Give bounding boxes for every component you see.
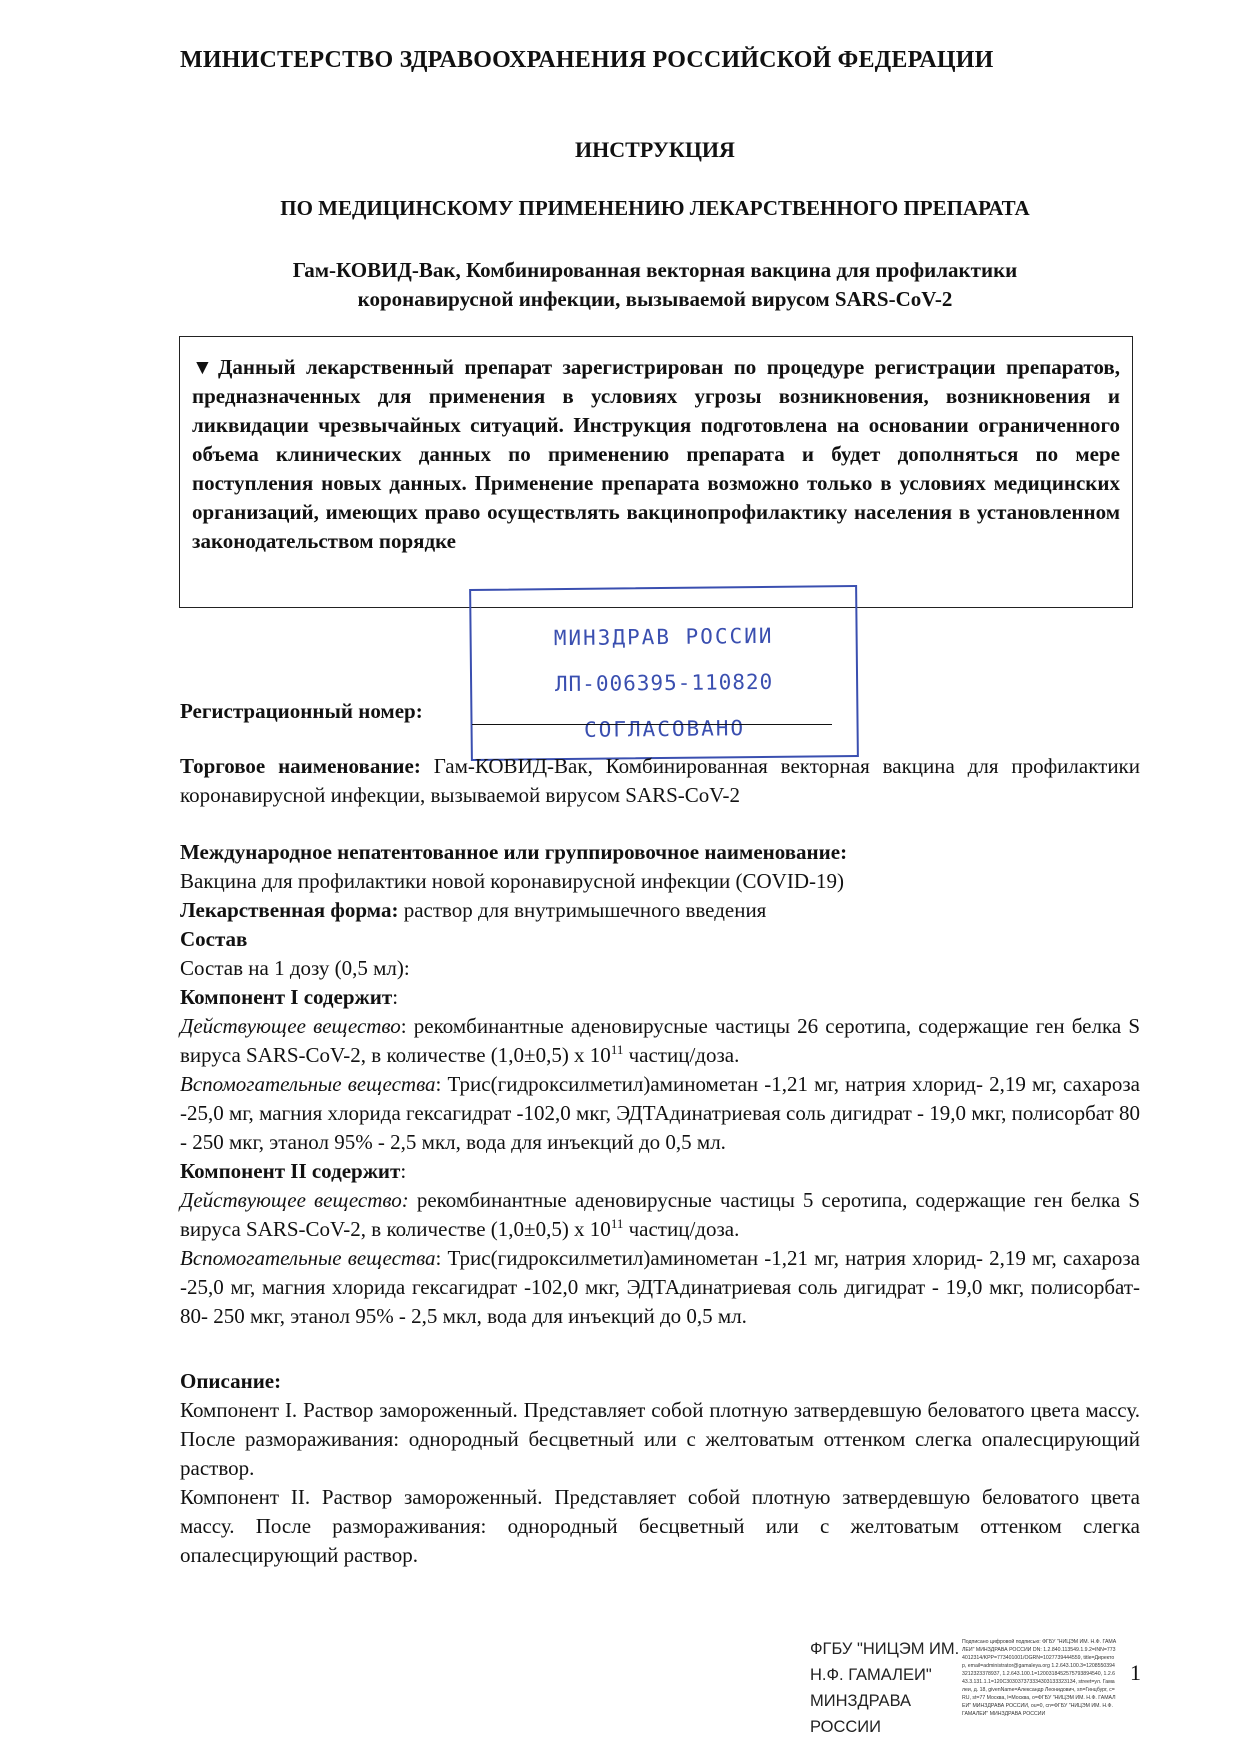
trade-name-label: Торговое наименование: xyxy=(180,754,421,778)
document-subtitle: ПО МЕДИЦИНСКОМУ ПРИМЕНЕНИЮ ЛЕКАРСТВЕННОГО ПРЕПАРАТА xyxy=(280,196,1030,220)
active-substance-label: Действующее вещество: xyxy=(180,1188,409,1212)
component-2-excipients: Вспомогательные вещества: Трис(гидроксилметил)аминометан -1,21 мг, натрия хлорид- 2,19 мг, сахароза -25,0 мг, магния хлорида гексагидрат -102,0 мкг, ЭДТАдинатриевая соль дигидрат - 19,0 мкг, полисорбат- 80- 250 мкг, этанол 95% - 2,5 мкл, вода для инъекций до 0,5 мл. xyxy=(180,1246,1140,1328)
registration-number-line xyxy=(472,724,832,725)
notice-text: Данный лекарственный препарат зарегистрирован по процедуре регистрации препаратов, предназначенных для применения в условиях угрозы возникновения, возникновения и ликвидации чрезвычайных ситуаций. Инструкция подготовлена на основании ограниченного объема клинических данных по применению препарата и будет дополняться по мере поступления новых данных. Применение препарата возможно только в условиях медицинских организаций, имеющих право осуществлять вакцинопрофилактику населения в установленном законодательством порядке xyxy=(192,355,1120,553)
inn-label: Международное непатентованное или группировочное наименование: xyxy=(180,840,848,864)
digital-signature-details: Подписано цифровой подписью: ФГБУ "НИЦЭМ ИМ. Н.Ф. ГАМАЛЕИ" МИНЗДРАВА РОССИИ DN: 1.2.840.113549.1.9.2=INN=7734012314/KPP=773401001/OGRN=1027739444559, title=Директор, email=administrator@gamaleya.org 1.2.643.100.3=12085503943212323378937, 1.2.643.100.1=1200318452575793894540, 1.2.643.3.131.1.1=120C303037373334303133323134, street=ул. Гамалеи, д. 18, givenName=Александр Леонидович, sn=Гинцбург, c=RU, st=77 Москва, l=Москва, o=ФГБУ "НИЦЭМ ИМ. Н.Ф. ГАМАЛЕИ" МИНЗДРАВА РОССИИ, ou=0, cn=ФГБУ "НИЦЭМ ИМ. Н.Ф. ГАМАЛЕИ" МИНЗДРАВА РОССИИ xyxy=(962,1639,1117,1717)
dosage-form xyxy=(180,896,1140,925)
product-title-line2: коронавирусной инфекции, вызываемой вирусом SARS-CoV-2 xyxy=(357,287,953,311)
component-1-heading: Компонент I содержит: xyxy=(180,985,399,1009)
excipients-label: Вспомогательные вещества xyxy=(180,1246,436,1270)
component-1-excipients: Вспомогательные вещества: Трис(гидроксилметил)аминометан -1,21 мг, натрия хлорид- 2,19 мг, сахароза -25,0 мг, магния хлорида гексагидрат -102,0 мкг, ЭДТАдинатриевая соль дигидрат - 19,0 мкг, полисорбат 80 - 250 мкг, этанол 95% - 2,5 мкл, вода для инъекций до 0,5 мл. xyxy=(180,1072,1140,1154)
trade-name-value: Гам-КОВИД-Вак, Комбинированная векторная вакцина для профилактики коронавирусной инфекции, вызываемой вирусом SARS-CoV-2 xyxy=(180,754,1141,807)
trade-name xyxy=(180,752,1140,810)
component-1-active: Действующее вещество: рекомбинантные аденовирусные частицы 26 серотипа, содержащие ген белка S вируса SARS-CoV-2, в количестве (1,0±0,5) х $10^{11}$ частиц/доза. xyxy=(180,1014,1141,1067)
component-2-heading: Компонент II содержит: xyxy=(180,1159,407,1183)
stamp-approved: СОГЛАСОВАНО xyxy=(583,716,746,742)
document-body xyxy=(180,752,1140,1570)
page-number: 1 xyxy=(1130,1660,1141,1685)
dosage-form-value: раствор для внутримышечного введения xyxy=(403,898,767,922)
signing-organization: ФГБУ "НИЦЭМ ИМ. Н.Ф. ГАМАЛЕИ" МИНЗДРАВА РОССИИ xyxy=(810,1640,960,1736)
inn-value: Вакцина для профилактики новой коронавирусной инфекции (COVID-19) xyxy=(180,869,844,893)
excipients-label: Вспомогательные вещества xyxy=(180,1072,436,1096)
description-heading: Описание: xyxy=(180,1369,282,1393)
stamp-registration-number: ЛП-006395-110820 xyxy=(554,669,774,697)
active-substance-label: Действующее вещество xyxy=(180,1014,401,1038)
product-title-line1: Гам-КОВИД-Вак, Комбинированная векторная вакцина для профилактики xyxy=(292,258,1018,282)
description-component-1: Компонент I. Раствор замороженный. Представляет собой плотную затвердевшую беловатого цвета массу. После размораживания: однородный бесцветный или с желтоватым оттенком слегка опалесцирующий раствор. xyxy=(180,1398,1140,1480)
document-title: ИНСТРУКЦИЯ xyxy=(575,137,735,162)
approval-stamp xyxy=(469,585,859,761)
dosage-form-label: Лекарственная форма: xyxy=(180,898,399,922)
product-title xyxy=(180,256,1130,314)
ministry-header: МИНИСТЕРСТВО ЗДРАВООХРАНЕНИЯ РОССИЙСКОЙ ФЕДЕРАЦИИ xyxy=(180,47,994,73)
stamp-ministry: МИНЗДРАВ РОССИИ xyxy=(553,623,774,651)
component-2-active: Действующее вещество: рекомбинантные аденовирусные частицы 5 серотипа, содержащие ген белка S вируса SARS-CoV-2, в количестве (1,0±0,5) х $10^{11}$ частиц/доза. xyxy=(180,1188,1140,1241)
black-triangle-icon: ▼ xyxy=(192,355,218,379)
composition-per-dose: Состав на 1 дозу (0,5 мл): xyxy=(180,956,410,980)
composition-heading: Состав xyxy=(180,927,248,951)
registration-number-label: Регистрационный номер: xyxy=(180,699,423,723)
regulatory-notice-box xyxy=(179,336,1133,608)
description-component-2: Компонент II. Раствор замороженный. Представляет собой плотную затвердевшую беловатого цвета массу. После размораживания: однородный бесцветный или с желтоватым оттенком слегка опалесцирующий раствор. xyxy=(180,1485,1140,1567)
